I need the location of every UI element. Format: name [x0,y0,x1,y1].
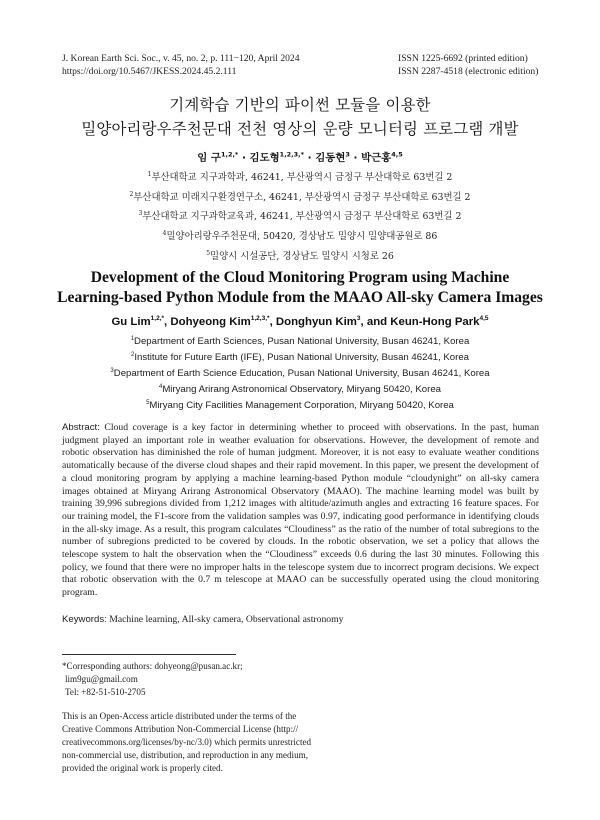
english-author: Gu Lim$^{1,2,*}$, [111,315,171,328]
korean-title-line-2: 밀양아리랑우주천문대 전천 영상의 운량 모니터링 프로그램 개발 [81,120,519,138]
korean-affiliation: $^1$부산대학교 지구과학과, 46241, 부산광역시 금정구 부산대학로 63번길 2 [147,171,453,184]
abstract-label: Abstract: [62,422,100,433]
issn-print: ISSN 1225-6692 (printed edition) [398,53,528,64]
english-affiliation: $^5$Miryang City Facilities Management Corporation, Miryang 50420, Korea [146,399,454,412]
second-email[interactable]: lim9gu@gmail.com [65,674,138,684]
korean-author: 김동현$^3$ [315,150,350,164]
korean-author: 임 구$^{1,2,*}$ [197,150,239,164]
license-note [62,710,312,775]
running-header-right [398,52,538,78]
english-author: Donghyun Kim$^3$, and [275,315,391,328]
english-affiliation: $^3$Department of Earth Science Education, Pusan National University, Busan 46241, Korea [110,367,490,380]
abstract-body: Cloud coverage is a key factor in determining whether to proceed with observations. In the past, human judgment played an important role in weather evaluation for observations. However, the development of remote and robotic observation has diminished the role of human judgment. Moreover, it is not easy to evaluate weather conditions automatically because of the diverse cloud shapes and their rapid movement. In this paper, we present the development of a cloud monitoring program by applying a machine learning-based Python module “cloudynight” on all-sky camera images obtained at Miryang Arirang Astronomical Observatory (MAAO). The machine learning model was built by training 39,996 subregions divided from 1,212 images with altitude/azimuth angles and extracting 16 feature spaces. For our training model, the F1-score from the validation samples was 0.97, indicating good performance in identifying clouds in the all-sky image. As a result, this program calculates “Cloudiness” as the ratio of the number of total subregions to the number of subregions predicted to be covered by clouds. In the robotic observation, we set a policy that allows the telescope system to halt the observation when the “Cloudiness” exceeds 0.6 during the last 30 minutes. Following this policy, we found that there were no improper halts in the telescope system due to incorrect program decisions. We expect that robotic observation with the 0.7 m telescope at MAAO can be successfully operated using the cloud monitoring program. [62,422,540,599]
license-line: non-commercial use, distribution, and reproduction in any medium, [62,750,308,760]
english-title-line-1: Development of the Cloud Monitoring Program using Machine [90,269,510,286]
keywords-list: Machine learning, All-sky camera, Observational astronomy [109,614,344,625]
keywords-label: Keywords: [62,614,107,625]
license-line[interactable]: Creative Commons Attribution Non-Commercial License (http:// [62,724,299,734]
footnote-divider [62,654,236,655]
korean-title-line-1: 기계학습 기반의 파이썬 모듈을 이용한 [169,96,431,114]
english-author: Dohyeong Kim$^{1,2,3,*}$, [170,315,276,328]
author-separator: · [307,152,312,164]
journal-citation: J. Korean Earth Sci. Soc., v. 45, no. 2, p. 111−120, April 2024 [62,53,300,64]
korean-title [0,93,600,141]
english-affiliation: $^2$Institute for Future Earth (IFE), Pusan National University, Busan 46241, Korea [130,351,470,364]
issn-electronic: ISSN 2287-4518 (electronic edition) [398,66,539,77]
korean-author: 김도형$^{1,2,3,*}$ [249,150,305,164]
english-affiliations [0,333,600,413]
abstract [62,422,539,600]
telephone: Tel: +82-51-510-2705 [65,687,146,697]
doi-link[interactable]: https://doi.org/10.5467/JKESS.2024.45.2.111 [62,66,237,77]
korean-affiliation: $^3$부산대학교 지구과학교육과, 46241, 부산광역시 금정구 부산대학로 63번길 2 [138,210,462,223]
running-header-left [62,52,300,78]
korean-affiliation: $^4$밀양아리랑우주천문대, 50420, 경상남도 밀양시 밀양대공원로 86 [162,230,438,243]
english-title [0,268,600,307]
keywords [62,614,344,625]
korean-affiliations [0,167,600,266]
korean-author-list [0,149,600,164]
english-affiliation: $^4$Miryang Arirang Astronomical Observatory, Miryang 50420, Korea [158,383,442,396]
license-line[interactable]: creativecommons.org/licenses/by-nc/3.0) which permits unrestricted [62,737,312,747]
korean-affiliation: $^5$밀양시 시설공단, 경상남도 밀양시 시청로 26 [206,249,394,262]
author-separator: · [353,152,358,164]
korean-author: 박근홍$^{4,5}$ [361,150,403,164]
english-author-list [0,315,600,328]
english-affiliation: $^1$Department of Earth Sciences, Pusan National University, Busan 46241, Korea [130,336,470,348]
english-author: Keun-Hong Park$^{4,5}$ [390,315,489,328]
korean-affiliation: $^2$부산대학교 미래지구환경연구소, 46241, 부산광역시 금정구 부산대학로 63번길 2 [129,190,471,203]
english-title-line-2: Learning-based Python Module from the MAAO All-sky Camera Images [57,288,543,306]
author-separator: · [241,152,246,164]
license-line: provided the original work is properly cited. [62,763,223,773]
license-line: This is an Open-Access article distributed under the terms of the [62,711,297,721]
corresponding-email[interactable]: *Corresponding authors: dohyeong@pusan.ac.kr; [62,661,243,671]
corresponding-author-footnote [62,660,243,699]
